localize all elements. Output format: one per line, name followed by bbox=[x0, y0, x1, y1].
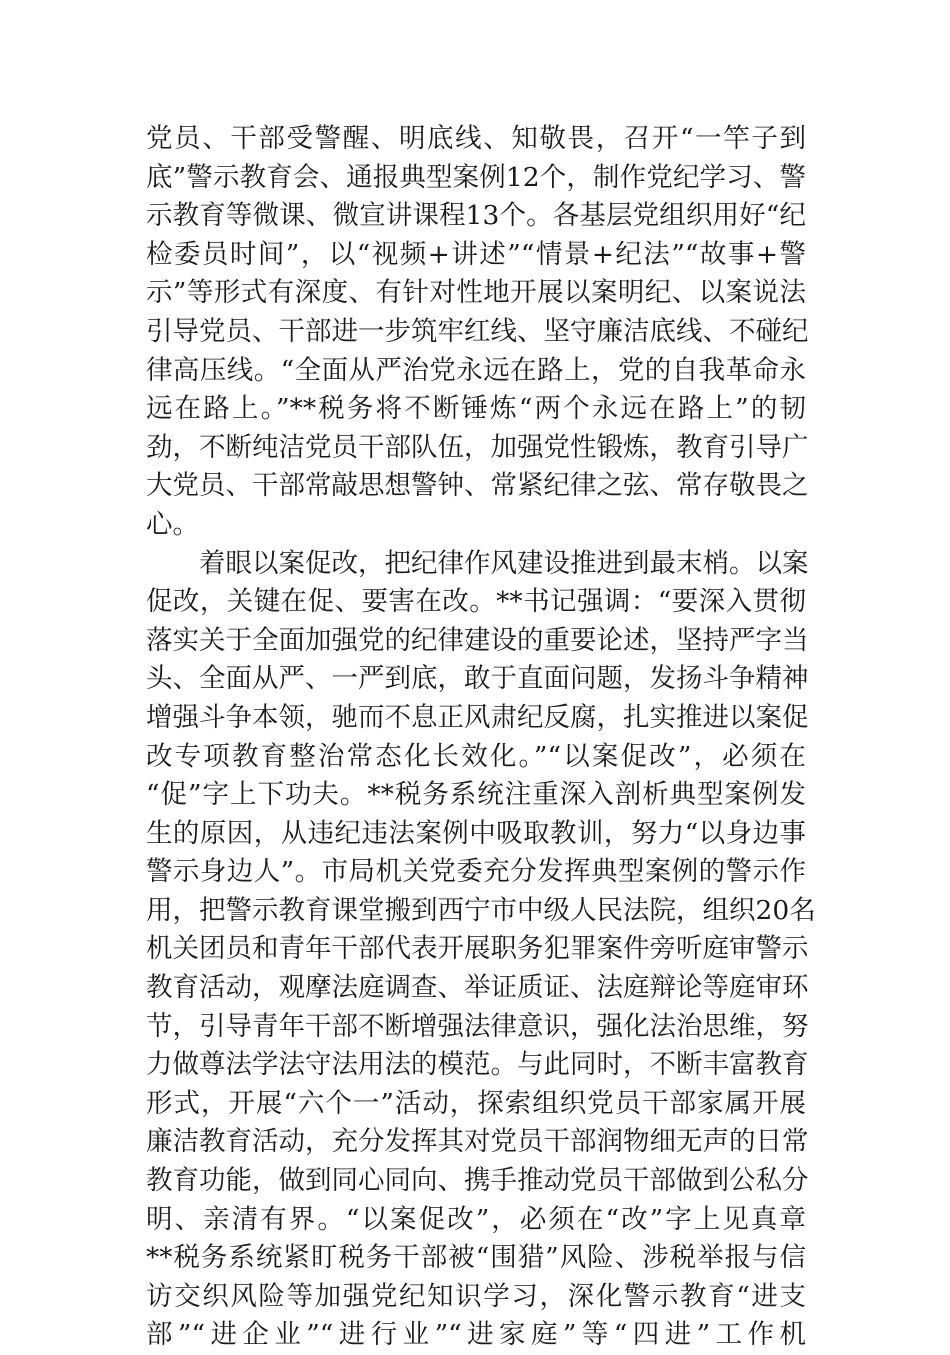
text-line: 节，引导青年干部不断增强法律意识，强化法治思维，努 bbox=[146, 1010, 809, 1042]
text-line: 党员、干部受警醒、明底线、知敬畏，召开“一竿子到 bbox=[146, 123, 806, 154]
paragraph-1 bbox=[146, 120, 809, 545]
text-line: 律高压线。“全面从严治党永远在路上，党的自我革命永 bbox=[146, 354, 806, 386]
text-line: 远在路上。”**税务将不断锤炼“两个永远在路上”的韧 bbox=[146, 393, 806, 425]
text-line: 增强斗争本领，驰而不息正风肃纪反腐，扎实推进以案促 bbox=[146, 701, 809, 733]
text-line: **税务系统紧盯税务干部被“围猎”风险、涉税举报与信 bbox=[146, 1242, 806, 1274]
text-line: 示”等形式有深度、有针对性地开展以案明纪、以案说法 bbox=[146, 277, 806, 309]
text-line: 大党员、干部常敲思想警钟、常紧纪律之弦、常存敬畏之 bbox=[146, 470, 809, 502]
document-body bbox=[146, 120, 816, 1355]
text-line: 明、亲清有界。“以案促改”，必须在“改”字上见真章 bbox=[146, 1203, 806, 1235]
text-line: 警示身边人”。市局机关党委充分发挥典型案例的警示作 bbox=[146, 856, 806, 888]
text-line: 心。 bbox=[146, 508, 199, 540]
text-line: 改专项教育整治常态化长效化。”“以案促改”，必须在 bbox=[146, 740, 806, 772]
paragraph-2 bbox=[146, 545, 816, 1355]
text-line: 头、全面从严、一严到底，敢于直面问题，发扬斗争精神 bbox=[146, 663, 809, 695]
text-line: 生的原因，从违纪违法案例中吸取教训，努力“以身边事 bbox=[146, 817, 806, 849]
text-line: 示教育等微课、微宣讲课程13个。各基层党组织用好“纪 bbox=[146, 200, 806, 232]
text-line: 廉洁教育活动，充分发挥其对党员干部润物细无声的日常 bbox=[146, 1126, 809, 1158]
text-line: 机关团员和青年干部代表开展职务犯罪案件旁听庭审警示 bbox=[146, 933, 809, 965]
text-line: “促”字上下功夫。**税务系统注重深入剖析典型案例发 bbox=[146, 779, 806, 811]
text-line: 检委员时间”，以“视频+讲述”“情景+纪法”“故事+警 bbox=[146, 238, 806, 270]
text-line: 劲，不断纯洁党员干部队伍，加强党性锻炼，教育引导广 bbox=[146, 431, 809, 463]
text-line: 教育功能，做到同心同向、携手推动党员干部做到公私分 bbox=[146, 1165, 809, 1197]
text-line: 形式，开展“六个一”活动，探索组织党员干部家属开展 bbox=[146, 1087, 806, 1119]
text-line: 着眼以案促改，把纪律作风建设推进到最末梢。以案 bbox=[199, 547, 809, 579]
text-line: 促改，关键在促、要害在改。**书记强调：“要深入贯彻 bbox=[146, 586, 806, 618]
text-line: 访交织风险等加强党纪知识学习，深化警示教育“进支 bbox=[146, 1280, 806, 1312]
text-line: 引导党员、干部进一步筑牢红线、坚守廉洁底线、不碰纪 bbox=[146, 315, 809, 347]
text-line: 落实关于全面加强党的纪律建设的重要论述，坚持严字当 bbox=[146, 624, 809, 656]
text-line: 教育活动，观摩法庭调查、举证质证、法庭辩论等庭审环 bbox=[146, 972, 809, 1004]
text-line: 部”“进企业”“进行业”“进家庭”等“四进”工作机 bbox=[146, 1319, 806, 1351]
text-line: 力做尊法学法守法用法的模范。与此同时，不断丰富教育 bbox=[146, 1049, 809, 1081]
text-line: 用，把警示教育课堂搬到西宁市中级人民法院，组织20名 bbox=[146, 894, 816, 926]
text-line: 底”警示教育会、通报典型案例12个，制作党纪学习、警 bbox=[146, 161, 806, 193]
